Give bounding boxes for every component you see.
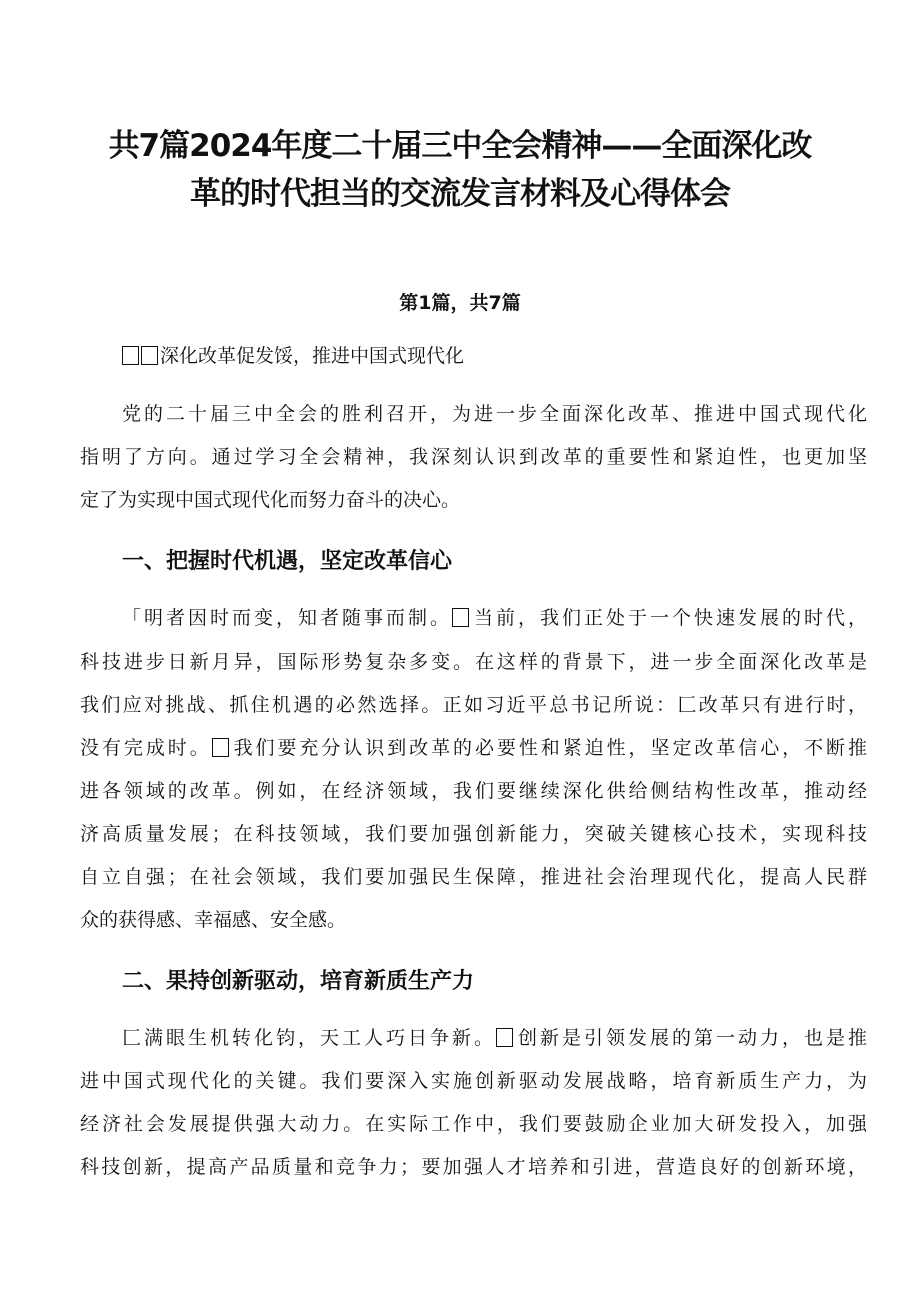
section-2-line-2: 进中国式现代化的关键。我们要深入实施创新驱动发展战略，培育新质生产力，为	[80, 1070, 867, 1092]
section-1-quote: 「明者因时而变，知者随事而制。	[122, 607, 452, 629]
section-1-line-4-start: 没有完成时。	[80, 737, 212, 759]
intro-line-1: 党的二十届三中全会的胜利召开，为进一步全面深化改革、推进中国式现代化	[122, 403, 867, 425]
section-2-line-1	[122, 1024, 867, 1052]
section-2-heading: 二、果持创新驱动，培育新质生产力	[122, 969, 475, 994]
section-1-heading: 一、把握时代机遇，坚定改革信心	[122, 549, 453, 574]
intro-line-2: 指明了方向。通过学习全会精神，我深刻认识到改革的重要性和紧迫性，也更加坚	[80, 446, 867, 468]
section-2-line-4: 科技创新，提高产品质量和竞争力；要加强人才培养和引进，营造良好的创新环境，	[80, 1156, 867, 1178]
intro-line-3: 定了为实现中国式现代化而努力奋斗的决心。	[80, 489, 461, 511]
section-1-line-8: 众的获得感、幸福感、安全感。	[80, 909, 347, 931]
missing-glyph-box	[212, 738, 229, 757]
missing-glyph-box	[141, 346, 158, 365]
section-1-line-5: 进各领域的改革。例如，在经济领域，我们要继续深化供给侧结构性改革，推动经	[80, 780, 867, 802]
section-1-line-1	[122, 604, 867, 632]
article-heading	[122, 342, 867, 370]
article-heading-text: 深化改革促发馁，推进中国式现代化	[160, 345, 465, 367]
section-1-line-3: 我们应对挑战、抓住机遇的必然选择。正如习近平总书记所说：匚改革只有进行时，	[80, 694, 867, 716]
section-2-line-3: 经济社会发展提供强大动力。在实际工作中，我们要鼓励企业加大研发投入，加强	[80, 1113, 867, 1135]
section-1-line-7: 自立自强；在社会领域，我们要加强民生保障，推进社会治理现代化，提高人民群	[80, 866, 867, 888]
section-2-line-1-rest: 创新是引领发展的第一动力，也是推	[515, 1027, 867, 1049]
section-1-line-6: 济高质量发展；在科技领域，我们要加强创新能力，突破关键核心技术，实现科技	[80, 823, 867, 845]
section-1-line-4-rest: 我们要充分认识到改革的必要性和紧迫性，坚定改革信心，不断推	[230, 737, 867, 759]
document-title-line-2: 革的时代担当的交流发言材料及心得体会	[190, 176, 730, 212]
document-title-line-1: 共7篇2024年度二十届三中全会精神——全面深化改	[108, 128, 812, 164]
section-2-quote: 匚满眼生机转化钧，天工人巧日争新。	[122, 1027, 496, 1049]
section-1-line-4	[80, 734, 867, 762]
section-1-line-2: 科技进步日新月异，国际形势复杂多变。在这样的背景下，进一步全面深化改革是	[80, 651, 867, 673]
missing-glyph-box	[496, 1028, 513, 1047]
missing-glyph-box	[122, 346, 139, 365]
part-label: 第1篇，共7篇	[399, 292, 521, 314]
section-1-line-1-rest: 当前，我们正处于一个快速发展的时代，	[471, 607, 867, 629]
missing-glyph-box	[452, 608, 469, 627]
